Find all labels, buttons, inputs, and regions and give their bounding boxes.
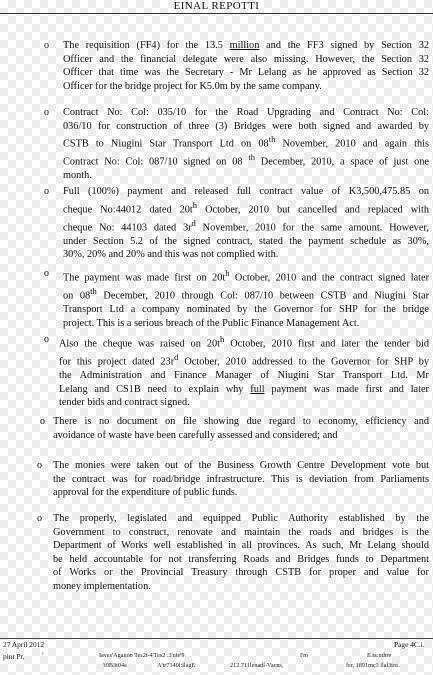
finding-item-2 xyxy=(63,106,429,183)
header-divider xyxy=(0,13,433,14)
report-header xyxy=(0,0,433,14)
paragraph-line xyxy=(53,429,429,443)
report-title: EINAL REPOTTI xyxy=(173,0,260,12)
paragraph-line xyxy=(53,415,429,429)
text-run: November, 2010 and again this xyxy=(275,138,429,150)
paragraph-line xyxy=(63,248,429,262)
footer-date: 27 April 2012 xyxy=(3,640,45,649)
paragraph-line xyxy=(53,566,429,580)
footer-text-2d: fer, 1891mc3 ilal3tns. xyxy=(346,662,401,669)
text-run: avoidance of waste have been carefully assessed and considered; and xyxy=(53,429,338,441)
paragraph-line xyxy=(53,473,429,487)
paragraph-line xyxy=(59,396,429,410)
paragraph-line xyxy=(63,106,429,120)
text-run: November, 2010 for the same amount. However, xyxy=(195,222,429,234)
paragraph-line xyxy=(59,369,429,383)
paragraph-line xyxy=(63,133,429,151)
paragraph-line xyxy=(59,333,429,351)
paragraph-line xyxy=(59,383,429,397)
text-run: money implementation. xyxy=(53,580,151,592)
paragraph-line xyxy=(53,553,429,567)
underlined-text: full xyxy=(250,383,265,395)
paragraph-line xyxy=(63,303,429,317)
footer-divider xyxy=(0,638,433,639)
footer-print-mark: ¹ xyxy=(42,651,44,658)
superscript-text: h xyxy=(192,199,198,210)
paragraph-line xyxy=(63,285,429,303)
paragraph-line xyxy=(63,235,429,249)
footer-text-2c: 212.711lenadl-Vacns, xyxy=(230,662,284,669)
superscript-text: th xyxy=(248,152,255,163)
finding-item-5 xyxy=(59,333,429,410)
footer-text-1a: Iaves'Aganon Tes2t-4'Tes2 .3'nie'9 xyxy=(99,652,185,659)
bullet-marker: o xyxy=(44,107,49,118)
text-run: cheque No:44012 dated 20t xyxy=(63,204,193,216)
finding-item-7 xyxy=(53,459,429,500)
paragraph-line xyxy=(53,486,429,500)
text-run: October, 2010 first and later the tender bid xyxy=(224,338,429,350)
text-run: Officer that time was the Secretary - Mr Lelang as he approved as Section 32 xyxy=(63,67,429,79)
paragraph-line xyxy=(53,459,429,473)
paragraph-line xyxy=(63,120,429,134)
paragraph-line xyxy=(63,169,429,183)
text-run: cheque No: 44103 dated 3r xyxy=(63,222,192,234)
text-run: The requisition (FF4) for the 13.5 xyxy=(63,40,230,51)
bullet-marker: o xyxy=(37,513,42,524)
text-run: Department of Works well established in all provinces. As such, Mr Lelang should xyxy=(53,540,429,552)
footer-text-1b: I'm xyxy=(300,652,308,659)
paragraph-line xyxy=(63,53,429,67)
paragraph-line xyxy=(63,151,429,169)
footer-text-1c: E.ta:nthre xyxy=(367,652,392,659)
finding-item-1 xyxy=(63,39,429,93)
paragraph-line xyxy=(63,199,429,217)
text-run: tender bids and contract signed. xyxy=(59,397,190,409)
bullet-marker: o xyxy=(37,460,42,471)
bullet-marker: o xyxy=(44,186,49,197)
text-run: Contract No: Col: 035/10 for the Road Upgrading and Contract No: Col: xyxy=(63,107,429,118)
superscript-text: th xyxy=(90,286,97,297)
text-run: December, 2010, a space of just one xyxy=(255,156,429,168)
text-run: 036/10 for construction of three (3) Bridges were both signed and awarded by xyxy=(63,120,429,132)
paragraph-line xyxy=(63,317,429,331)
underlined-text: million xyxy=(229,40,260,51)
paragraph-line xyxy=(63,217,429,235)
text-run: and the FF3 signed by Section 32 xyxy=(259,40,430,51)
text-run: Lelang and CS1B need to explain why xyxy=(59,383,251,395)
paragraph-line xyxy=(53,539,429,553)
bullet-marker: o xyxy=(40,416,45,427)
superscript-text: h xyxy=(225,268,230,278)
bullet-marker: o xyxy=(44,40,49,51)
text-run: the Administration and Finance Manager of Niugini Star Transport Ltd. Mr xyxy=(59,370,429,382)
paragraph-line xyxy=(63,267,429,285)
text-run: month. xyxy=(63,170,92,182)
finding-item-8 xyxy=(53,512,429,594)
text-run: CSTB to Niugini Star Transport Ltd on 08 xyxy=(63,138,269,150)
superscript-text: h xyxy=(219,334,225,344)
bullet-marker: o xyxy=(44,334,49,345)
text-run: the contract was for road/bridge infrastructure. This is deviation from Parliaments xyxy=(53,473,429,485)
superscript-text: d xyxy=(191,217,196,228)
paragraph-line xyxy=(53,580,429,594)
footer-page-number: Page 4C.i. xyxy=(394,640,425,649)
text-run: project. This is a serious breach of the Public Finance Management Act. xyxy=(63,317,360,329)
text-run: for this project dated 23r xyxy=(59,356,175,368)
superscript-text: th xyxy=(268,134,276,145)
paragraph-line xyxy=(63,39,429,53)
paragraph-line xyxy=(53,526,429,540)
text-run: Transport Ltd a company nominated by the Governor for SHP for the bridge xyxy=(63,304,429,316)
text-run: Government to construct, renovate and maintain the roads and bridges is the xyxy=(53,526,429,538)
text-run: The properly, legislated and equipped Public Authority established by the xyxy=(53,513,429,524)
finding-item-6 xyxy=(53,415,429,442)
text-run: October, 2010 and the contract signed later xyxy=(229,272,430,284)
text-run: Contract No: Col: 087/10 signed on 08 xyxy=(63,156,249,168)
text-run: be held accountable for not transferring Roads and Bridges funds to Department xyxy=(53,553,429,565)
text-run: Full (100%) payment and released full contract value of K3,500,475.85 on xyxy=(63,186,429,197)
text-run: December, 2010 through Col: 087/10 between CSTB and Niugini Star xyxy=(96,290,429,302)
paragraph-line xyxy=(63,80,429,94)
text-run: October, 2010 but cancelled and replaced with xyxy=(197,204,429,216)
paragraph-line xyxy=(63,185,429,199)
footer-text-2b: A'tr7140l:llagE xyxy=(157,662,196,669)
text-run: The payment was made first on 20t xyxy=(63,272,226,284)
text-run: October, 2010 addressed to the Governor for SHP by xyxy=(178,356,429,368)
text-run: payment was made first and later xyxy=(264,383,429,395)
paragraph-line xyxy=(53,512,429,526)
finding-item-4 xyxy=(63,267,429,330)
text-run: There is no document on file showing due regard to economy, efficiency and xyxy=(53,416,429,427)
bullet-marker: o xyxy=(44,268,49,279)
text-run: Officer and the financial delegate were also missing. However, the Section 32 xyxy=(63,53,429,65)
finding-item-3 xyxy=(63,185,429,262)
text-run: under Section 5.2 of the signed contract, stated the payment schedule as 30%, xyxy=(63,235,429,247)
footer-print-label: pint Pr, xyxy=(3,652,25,661)
superscript-text: d xyxy=(174,352,179,363)
footer-text-2a: 't0B3t04a xyxy=(103,662,127,669)
paragraph-line xyxy=(63,66,429,80)
paragraph-line xyxy=(59,351,429,369)
text-run: of Works or the Provincial Treasury through CSTB for proper and value for xyxy=(53,567,429,579)
text-run: Officer for the bridge project for K5.0m by the same company. xyxy=(63,80,322,92)
text-run: Also the cheque was raised on 20t xyxy=(59,338,220,350)
text-run: on 08 xyxy=(63,290,91,302)
text-run: approval for the expenditure of public funds. xyxy=(53,487,238,499)
text-run: The monies were taken out of the Business Growth Centre Development vote but xyxy=(53,460,429,471)
text-run: 30%, 20% and 20% and this was not complied with. xyxy=(63,249,279,261)
